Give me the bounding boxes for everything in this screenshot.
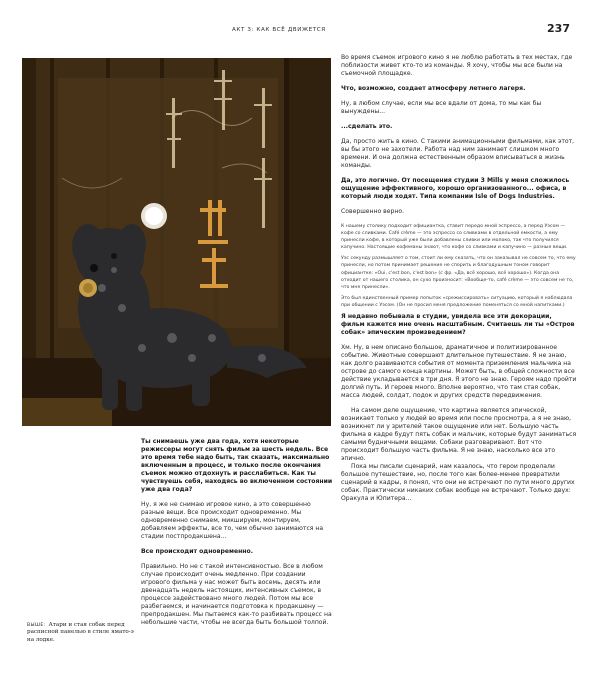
dog-photo	[22, 58, 331, 426]
paragraph: Хм. Ну, в нем описано большое, драматичное и политизированное событие. Животные совершают длительное путешествие. Я не знаю, как долго развиваются события от момента приземления мальчика на острове до самого конца картины. Может быть, в общей сложности все действие укладывается в три дня. Я этого не знаю. Героям надо пройти долгий путь. И героев много. Вполне вероятно, что там стая собак, масса людей, солдат, подок и других средств передвижения.	[341, 344, 577, 400]
page-header	[0, 22, 600, 42]
photo-caption	[27, 622, 135, 644]
running-head: АКТ 3: КАК ВСЁ ДВИЖЕТСЯ	[232, 27, 326, 33]
paragraph: Правильно. Но не с такой интенсивностью. Все в любом случае происходит очень медленно. При создании игрового фильма у нас может быть восемь, десять или двенадцать недель настоящих, интенсивных съемок, в процессе задействовано много людей. Потом мы все разбегаемся, и начинается подготовка к продакшену — препродакшен. Мы пытаемся как-то разбивать процесс на небольшие части, чтобы не всегда быть большой толпой.	[141, 563, 332, 626]
dog-photo-icon	[22, 58, 331, 426]
paragraph: Совершенно верно.	[341, 208, 405, 215]
paragraph: Ну, в любом случае, если мы все вдали от дома, то мы как бы вынуждены...	[341, 100, 542, 115]
aside-paragraph: Это был единственный пример попыток «срежиссировать» ситуацию, который я наблюдала при общении с Уэсом. (Он не просил меня предложение поменяться со мной напитками.)	[341, 295, 573, 308]
paragraph: На самом деле ощущение, что картина является эпической, возникает только у людей во время или после просмотра, а я не знаю, возникнет ли у зрителей такое ощущение или нет. Большую часть фильма в кадре будут пять собак и мальчик, которые будут заниматься самыми будничными вещами. Собаки разговаривают. Вот что происходит большую часть фильма. Я не знаю, насколько все это эпично.	[341, 407, 577, 463]
question: Да, это логично. От посещения студии 3 Mills у меня сложилось ощущение эффективного, хорошо организованного... офиса, в который люди ходят. Типа компании Isle of Dogs Industries.	[341, 177, 570, 200]
caption-text: Атари и стая собак перед расписной панелью в стиле ямато-э на лодке.	[27, 622, 134, 643]
question: Ты снимаешь уже два года, хотя некоторые режиссеры могут снять фильм за шесть недель. Все это время тебе надо быть, так сказать, максимально включенным в процесс, и только после окончания съемок можно отдохнуть и расслабиться. Как ты чувствуешь себя, находясь во включенном состоянии уже два года?	[141, 438, 333, 493]
caption-label: ВЫШЕ:	[27, 623, 46, 628]
question: Что, возможно, создает атмосферу летнего лагеря.	[341, 85, 526, 92]
question: Все происходит одновременно.	[141, 548, 254, 555]
right-column	[341, 54, 577, 503]
question: Я недавно побывала в студии, увидела все эти декорации, фильм кажется мне очень масштабным. Считаешь ли ты «Остров собак» эпическим произведением?	[341, 313, 575, 337]
page-number: 237	[547, 22, 570, 35]
aside-paragraph: Уэс секунду размышляет о том, стоит ли ему сказать, что он заказывал не совсем то, что ему принесли, но потом принимает решение не спорить и благодушным тоном говорит официантке: «Oui, c'est bon, c'est bon» (с фр. «Да, всё хорошо, всё хорошо»). Когда она отходит от нашего столика, он сухо произносит: «Вообще-то, café crème — это совсем не то, что мне принесли».	[341, 256, 576, 290]
paragraph: Ну, я же не снимаю игровое кино, а это совершенно разные вещи. Все происходит одновременно. Мы одновременно снимаем, микшируем, монтируем, добавляем эффекты, все то, чем обычно занимаются на стадии постпродакшена...	[141, 501, 324, 540]
bottom-column	[141, 438, 335, 634]
question: ...сделать это.	[341, 123, 393, 130]
aside-paragraph: К нашему столику подходит официантка, ставит передо мной эспрессо, а перед Уэсом — кофе со сливками. Café crème — это эспрессо со сливками в отдельной емкости, а ему принесли кофе, в который уже были добавлены сливки или молоко, так что получился капучино. Настоящие кофеманы знают, что кофе со сливками и капучино — разные вещи.	[341, 224, 568, 251]
paragraph: Во время съемок игрового кино я не люблю работать в тех местах, где поблизости живет кто-то из команды. Я хочу, чтобы мы все были на съемочной площадке.	[341, 54, 573, 77]
paragraph: Пока мы писали сценарий, нам казалось, что герои проделали большое путешествие, но, после того как более-менее превратили сценарий в кадры, я понял, что они не встречают по пути много других собак. Практически никаких собак вообще не встречают. Только двух: Оракула и Юпитера...	[341, 463, 575, 503]
paragraph: Да, просто жить в кино. С такими анимационными фильмами, как этот, вы бы этого не захотели. Работа над ним занимает слишком много времени. И она должна естественным образом вписываться в жизнь команды.	[341, 138, 575, 169]
